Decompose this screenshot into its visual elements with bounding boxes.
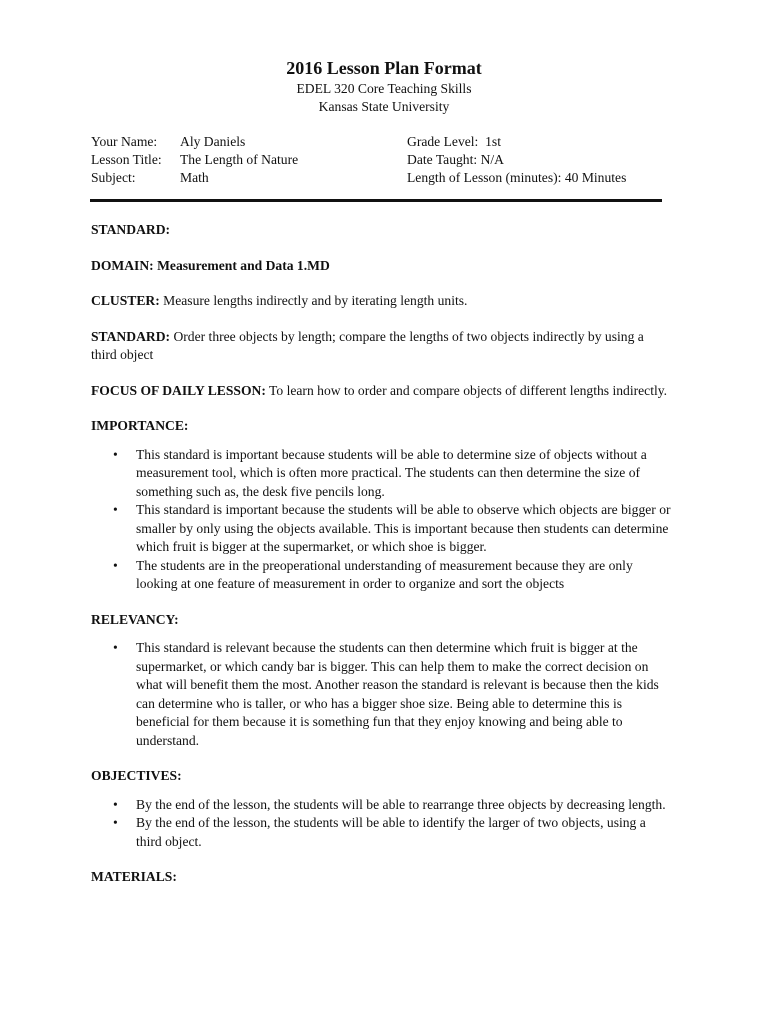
standard-text: Order three objects by length; compare the lengths of two objects indirectly by using a third object: [91, 328, 644, 362]
grade-row: [407, 133, 626, 151]
date-value: N/A: [480, 152, 504, 167]
lesson-content: [91, 221, 671, 904]
name-label: Your Name:: [91, 134, 158, 149]
length-label: Length of Lesson (minutes):: [407, 170, 562, 185]
materials-heading: MATERIALS:: [91, 869, 177, 884]
domain-line: [91, 257, 671, 276]
standard-line: [91, 328, 671, 365]
lesson-title-value: The Length of Nature: [180, 152, 299, 167]
info-right-block: [407, 133, 626, 187]
cluster-line: [91, 292, 671, 311]
university-name: Kansas State University: [318, 99, 450, 114]
list-item: • This standard is important because the students will be able to observe which objects are bigger or smaller by only using the objects available. This is important because then students can determine which fruit is bigger at the supermarket, or which shoe is bigger.: [91, 501, 671, 557]
cluster-text: Measure lengths indirectly and by iterating length units.: [163, 293, 468, 308]
list-item: • This standard is important because students will be able to determine size of objects without a measurement tool, which is often more practical. The students can then determine the size of something such as, the desk five pencils long.: [91, 446, 671, 502]
relevancy-list: [91, 639, 671, 750]
grade-value: 1st: [485, 134, 501, 149]
standard-label: STANDARD:: [91, 328, 171, 344]
list-item: • By the end of the lesson, the students will be able to rearrange three objects by decreasing length.: [91, 796, 671, 815]
document-title: 2016 Lesson Plan Format: [286, 58, 482, 78]
list-item: • The students are in the preoperational understanding of measurement because they are only looking at one feature of measurement in order to organize and sort the objects: [91, 557, 671, 594]
importance-heading: IMPORTANCE:: [91, 418, 189, 433]
cluster-label: CLUSTER:: [91, 293, 160, 308]
date-label: Date Taught:: [407, 152, 478, 167]
subject-value: Math: [180, 170, 209, 185]
info-left-block: [91, 133, 298, 187]
name-value: Aly Daniels: [180, 134, 246, 149]
objectives-heading: OBJECTIVES:: [91, 768, 182, 783]
subject-row: [91, 169, 298, 187]
focus-text: To learn how to order and compare objects of different lengths indirectly.: [269, 382, 668, 398]
list-item: • By the end of the lesson, the students will be able to identify the larger of two objects, using a third object.: [91, 814, 671, 851]
date-row: [407, 151, 626, 169]
focus-line: [91, 382, 671, 401]
name-row: [91, 133, 298, 151]
course-name: EDEL 320 Core Teaching Skills: [296, 81, 472, 96]
length-row: [407, 169, 626, 187]
grade-label: Grade Level:: [407, 134, 479, 149]
header-divider: [90, 199, 662, 202]
focus-label: FOCUS OF DAILY LESSON:: [91, 382, 266, 398]
subject-label: Subject:: [91, 170, 136, 185]
objectives-list: [91, 796, 671, 852]
relevancy-heading: RELEVANCY:: [91, 611, 179, 627]
length-value: 40 Minutes: [564, 170, 627, 185]
list-item: • This standard is relevant because the students can then determine which fruit is bigger at the supermarket, or which candy bar is bigger. This can help them to make the correct decision on what will benefit them the most. Another reason the standard is relevant is because then the kids can determine who is taller, or who has a bigger shoe size. Being able to determine this is beneficial for them because it is something fun that they enjoy knowing and being able to understand.: [91, 639, 671, 750]
importance-list: [91, 446, 671, 594]
lesson-title-row: [91, 151, 298, 169]
lesson-title-label: Lesson Title:: [91, 152, 162, 167]
domain-text: Measurement and Data 1.MD: [157, 257, 330, 273]
standard-heading: STANDARD:: [91, 222, 171, 237]
domain-label: DOMAIN:: [91, 257, 154, 273]
